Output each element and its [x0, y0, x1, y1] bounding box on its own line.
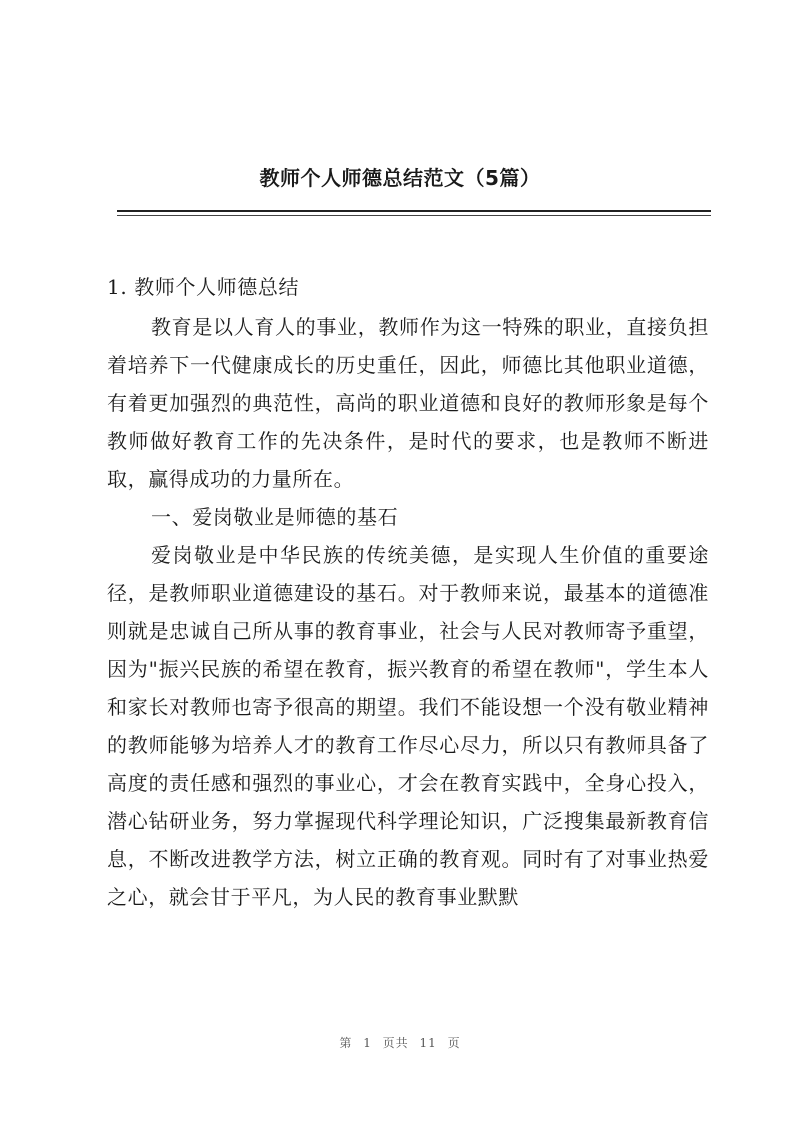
page-number: 第 1 页共 11 页: [339, 1036, 461, 1050]
body-paragraph: 爱岗敬业是中华民族的传统美德，是实现人生价值的重要途径，是教师职业道德建设的基石。对于教师来说，最基本的道德准则就是忠诚自己所从事的教育事业，社会与人民对教师寄予重望，因为"振兴民族的希望在教育，振兴教育的希望在教师"，学生本人和家长对教师也寄予很高的期望。我们不能设想一个没有敬业精神的教师能够为培养人才的教育工作尽心尽力，所以只有教师具备了高度的责任感和强烈的事业心，才会在教育实践中，全身心投入，潜心钻研业务，努力掌握现代科学理论知识，广泛搜集最新教育信息，不断改进教学方法，树立正确的教育观。同时有了对事业热爱之心，就会甘于平凡，为人民的教育事业默默: [107, 543, 709, 909]
subsection-heading: 一、爱岗敬业是师德的基石: [151, 505, 399, 529]
title-rule-thin: [117, 215, 711, 216]
section-heading: 1. 教师个人师德总结: [107, 275, 300, 299]
title-rule-thick: [117, 210, 711, 212]
document-title: 教师个人师德总结范文（5篇）: [259, 166, 541, 190]
document-body: [107, 268, 709, 916]
body-paragraph: 教育是以人育人的事业，教师作为这一特殊的职业，直接负担着培养下一代健康成长的历史重任，因此，师德比其他职业道德，有着更加强烈的典范性，高尚的职业道德和良好的教师形象是每个教师做好教育工作的先决条件，是时代的要求，也是教师不断进取，赢得成功的力量所在。: [107, 315, 709, 491]
